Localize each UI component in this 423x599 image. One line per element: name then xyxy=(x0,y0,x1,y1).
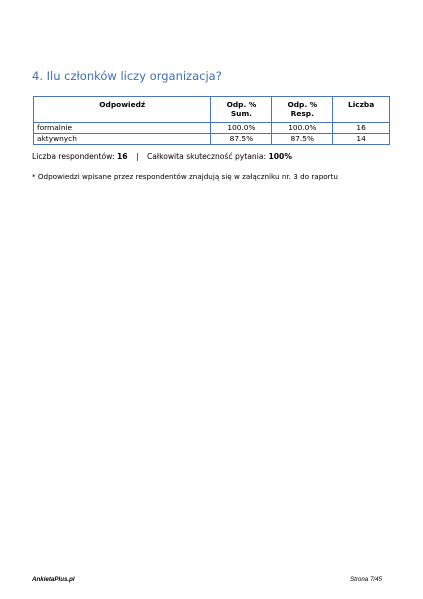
header-answer-label: Odpowiedź xyxy=(99,100,146,109)
footer-page-number: Strona 7/45 xyxy=(350,576,382,583)
summary-separator: | xyxy=(135,152,139,161)
header-count-label: Liczba xyxy=(348,100,375,109)
cell-count: 14 xyxy=(333,134,390,145)
header-pct-sum-line2: Sum. xyxy=(230,109,252,118)
results-table xyxy=(33,96,390,145)
header-answer xyxy=(34,97,211,123)
table-row xyxy=(34,123,390,134)
header-pct-resp-line2: Resp. xyxy=(290,109,314,118)
header-pct-sum xyxy=(211,97,272,123)
table-row xyxy=(34,134,390,145)
header-count xyxy=(333,97,390,123)
cell-count: 16 xyxy=(333,123,390,134)
cell-answer: formalnie xyxy=(34,123,211,134)
header-pct-sum-line1: Odp. % xyxy=(226,100,257,109)
efficiency-value: 100% xyxy=(268,152,292,161)
header-pct-resp-line1: Odp. % xyxy=(287,100,318,109)
footer-brand: AnkietaPlus.pl xyxy=(32,576,75,583)
respondents-label: Liczba respondentów: xyxy=(32,152,115,161)
cell-pct-sum: 87.5% xyxy=(211,134,272,145)
cell-pct-resp: 100.0% xyxy=(272,123,333,134)
cell-pct-sum: 100.0% xyxy=(211,123,272,134)
table-header-row xyxy=(34,97,390,123)
respondents-value: 16 xyxy=(116,152,128,161)
efficiency-label: Całkowita skuteczność pytania: xyxy=(146,152,267,161)
summary-line xyxy=(32,152,292,161)
attachment-note: * Odpowiedzi wpisane przez respondentów znajdują się w załączniku nr. 3 do raportu xyxy=(32,172,338,181)
question-title: 4. Ilu członków liczy organizacja? xyxy=(32,69,222,83)
cell-answer: aktywnych xyxy=(34,134,211,145)
header-pct-resp xyxy=(272,97,333,123)
cell-pct-resp: 87.5% xyxy=(272,134,333,145)
